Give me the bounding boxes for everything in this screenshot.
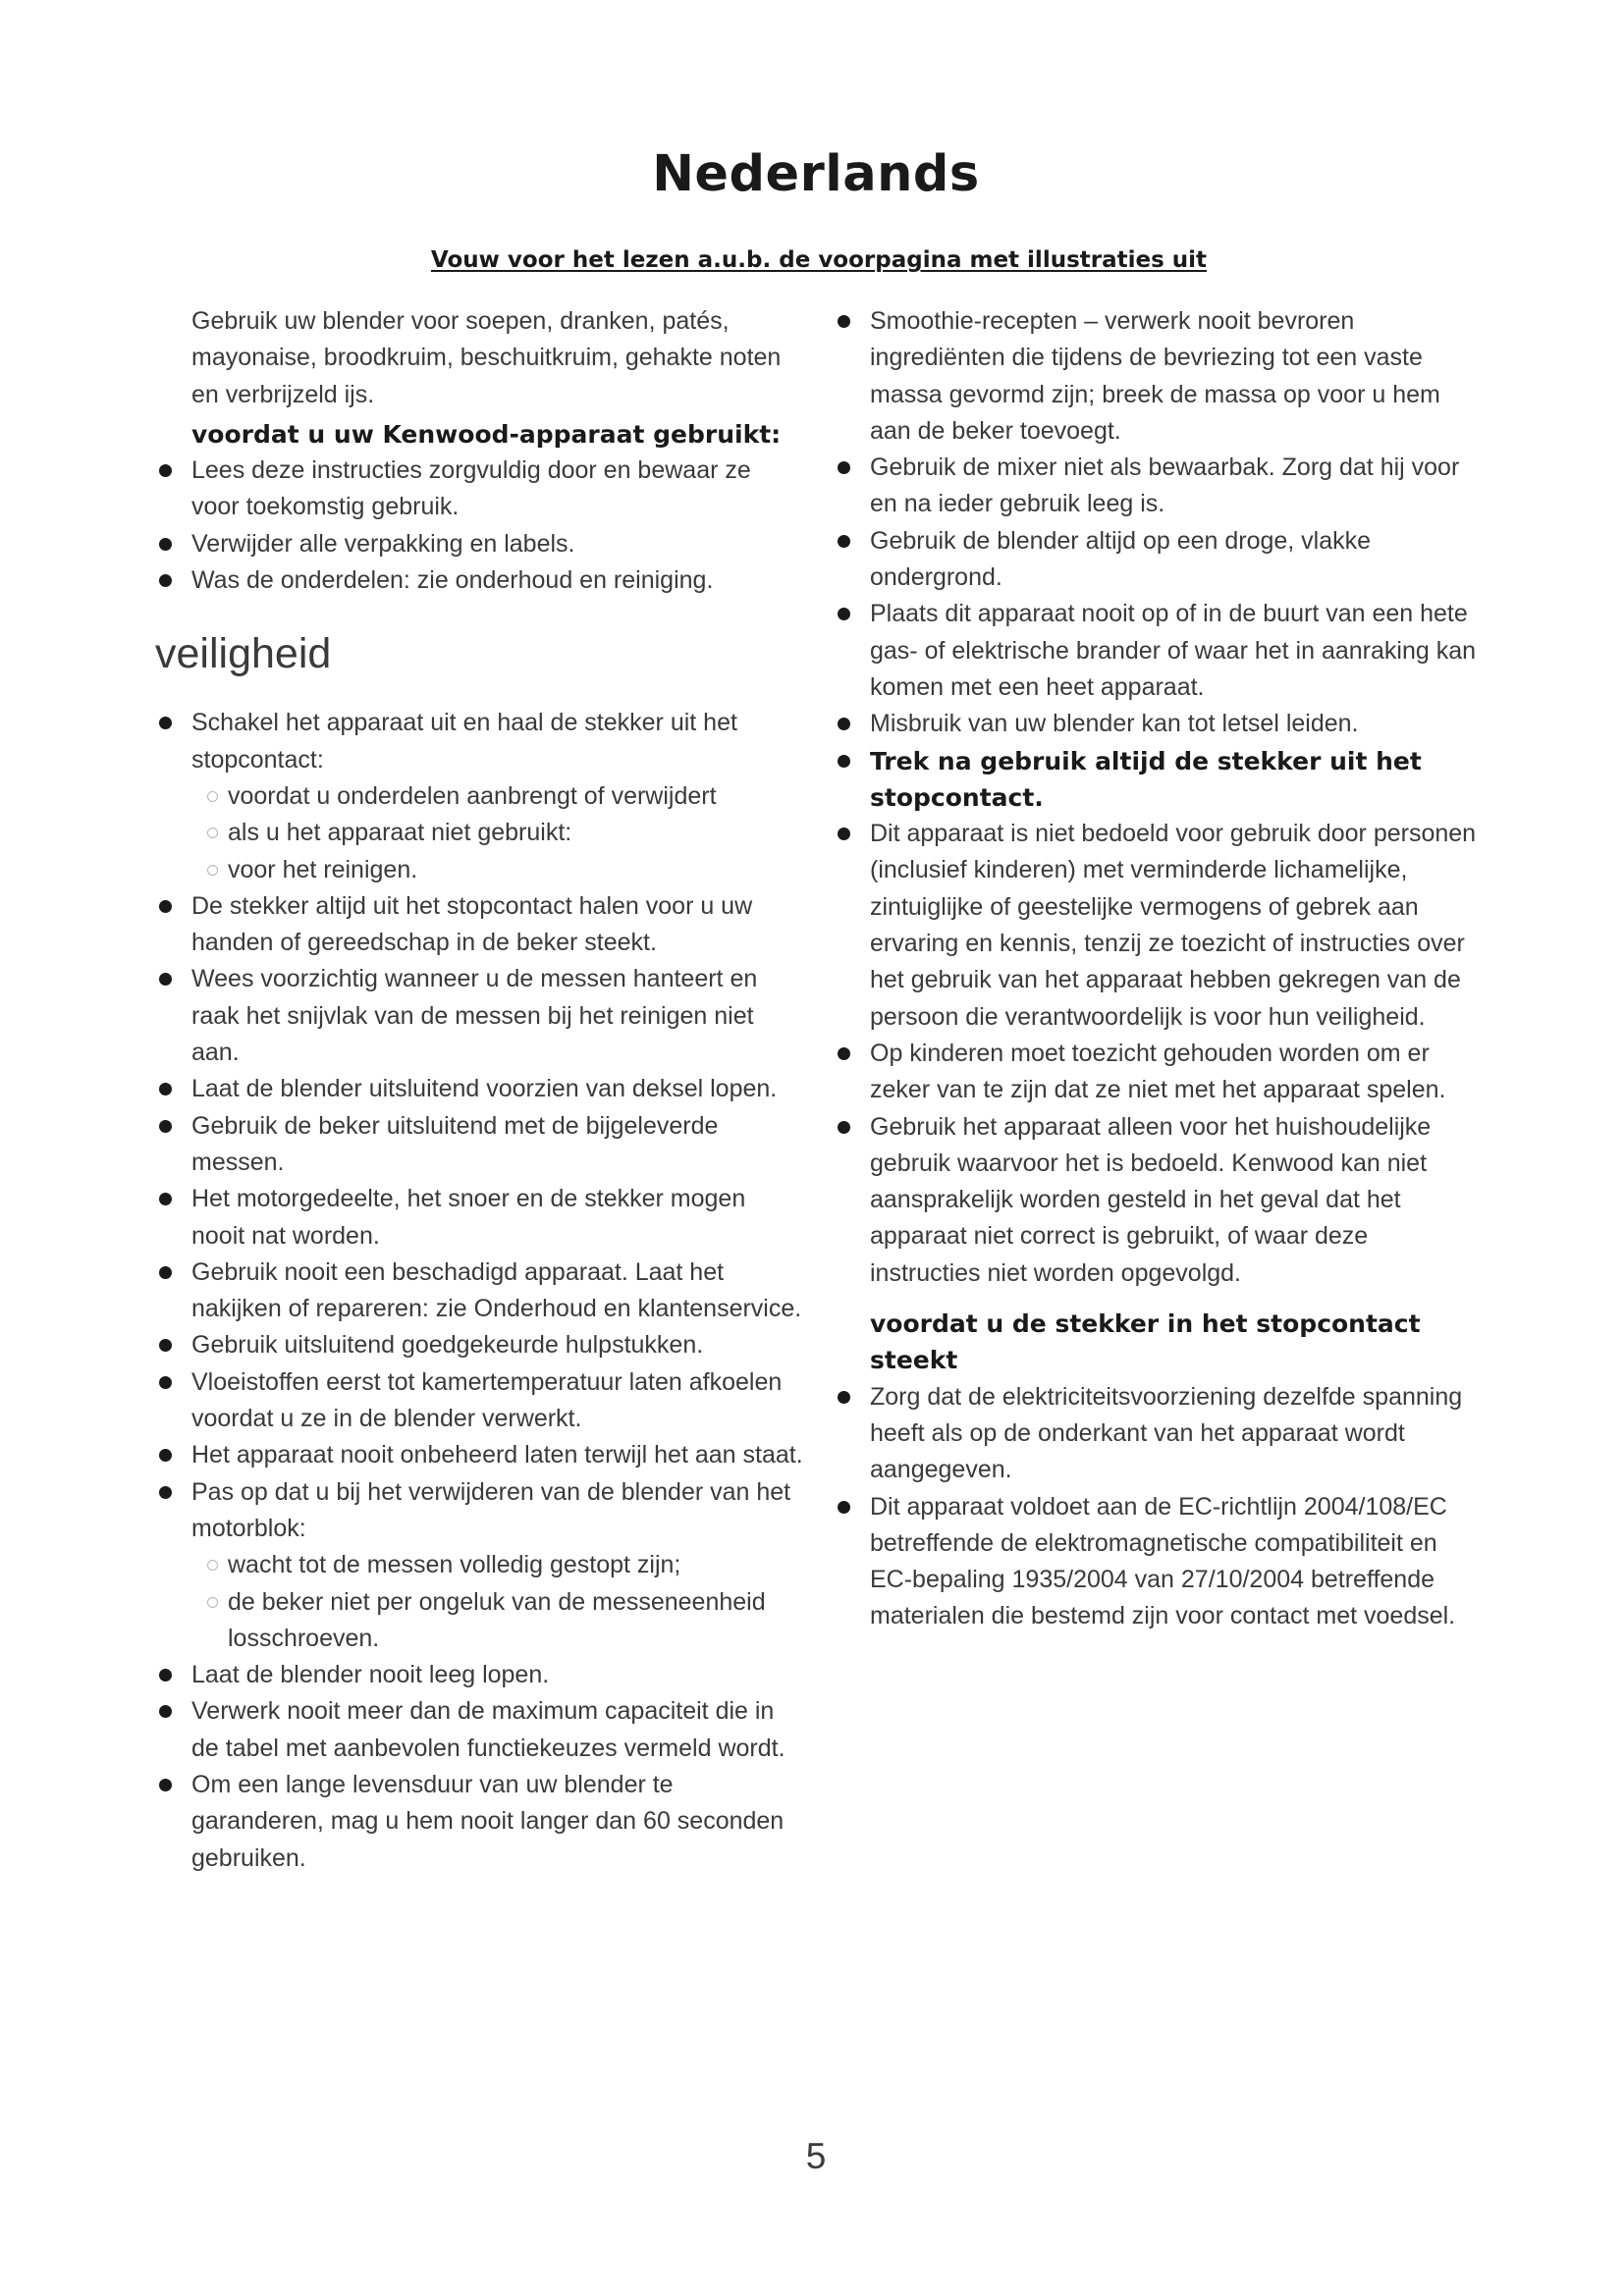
list-item-text: Pas op dat u bij het verwijderen van de blender van het motorblok: <box>191 1477 791 1542</box>
list-item: Dit apparaat voldoet aan de EC-richtlijn 2004/108/EC betreffende de elektromagnetische compatibiliteit en EC-bepaling 1935/2004 van 27/10/2004 betreffende materialen die bestemd zijn voor contact met voedsel. <box>834 1489 1484 1635</box>
list-item <box>155 705 805 887</box>
sub-list-item: als u het apparaat niet gebruikt: <box>191 815 805 851</box>
list-item: Vloeistoffen eerst tot kamertemperatuur laten afkoelen voordat u ze in de blender verwerkt. <box>155 1364 805 1438</box>
list-item: Gebruik de mixer niet als bewaarbak. Zorg dat hij voor en na ieder gebruik leeg is. <box>834 450 1484 523</box>
list-item: Om een lange levensduur van uw blender te garanderen, mag u hem nooit langer dan 60 seconden gebruiken. <box>155 1767 805 1877</box>
list-item: Laat de blender nooit leeg lopen. <box>155 1657 805 1693</box>
left-column <box>155 303 805 1877</box>
before-use-heading: voordat u uw Kenwood-apparaat gebruikt: <box>191 419 782 449</box>
list-item: Verwijder alle verpakking en labels. <box>155 526 805 562</box>
list-item: Gebruik de beker uitsluitend met de bijgeleverde messen. <box>155 1108 805 1182</box>
safety-list-continued <box>834 303 1484 1292</box>
fold-out-note: Vouw voor het lezen a.u.b. de voorpagina met illustraties uit <box>430 247 1208 273</box>
safety-heading: veiligheid <box>155 630 332 678</box>
list-item: Zorg dat de elektriciteitsvoorziening dezelfde spanning heeft als op de onderkant van het apparaat wordt aangegeven. <box>834 1379 1484 1489</box>
before-use-list <box>155 453 805 599</box>
sub-list-item: voordat u onderdelen aanbrengt of verwijdert <box>191 778 805 815</box>
sub-list <box>191 1547 805 1657</box>
list-item: Gebruik nooit een beschadigd apparaat. Laat het nakijken of repareren: zie Onderhoud en klantenservice. <box>155 1255 805 1328</box>
list-item: Misbruik van uw blender kan tot letsel leiden. <box>834 706 1484 742</box>
list-item: Laat de blender uitsluitend voorzien van deksel lopen. <box>155 1071 805 1107</box>
list-item: Wees voorzichtig wanneer u de messen hanteert en raak het snijvlak van de messen bij het reinigen niet aan. <box>155 961 805 1071</box>
intro-paragraph: Gebruik uw blender voor soepen, dranken, patés, mayonaise, broodkruim, beschuitkruim, gehakte noten en verbrijzeld ijs. <box>191 307 782 408</box>
list-item: Plaats dit apparaat nooit op of in de buurt van een hete gas- of elektrische brander of waar het in aanraking kan komen met een heet apparaat. <box>834 596 1484 706</box>
list-item: Gebruik de blender altijd op een droge, vlakke ondergrond. <box>834 523 1484 597</box>
before-plug-list <box>834 1379 1484 1635</box>
list-item: Gebruik uitsluitend goedgekeurde hulpstukken. <box>155 1327 805 1363</box>
sub-list-item: de beker niet per ongeluk van de messeneenheid losschroeven. <box>191 1584 805 1658</box>
page-title: Nederlands <box>652 145 980 203</box>
sub-list-item: voor het reinigen. <box>191 852 805 888</box>
list-item: Het apparaat nooit onbeheerd laten terwijl het aan staat. <box>155 1437 805 1473</box>
right-column <box>834 303 1484 1635</box>
list-item-emphasis: Trek na gebruik altijd de stekker uit het stopcontact. <box>834 743 1484 817</box>
list-item: Lees deze instructies zorgvuldig door en bewaar ze voor toekomstig gebruik. <box>155 453 805 526</box>
sub-list-item: wacht tot de messen volledig gestopt zijn; <box>191 1547 805 1583</box>
before-plug-heading: voordat u de stekker in het stopcontact steekt <box>870 1309 1421 1375</box>
list-item-text: Schakel het apparaat uit en haal de stekker uit het stopcontact: <box>191 709 737 774</box>
list-item: Het motorgedeelte, het snoer en de stekker mogen nooit nat worden. <box>155 1181 805 1255</box>
page-number: 5 <box>805 2136 827 2176</box>
list-item: Smoothie-recepten – verwerk nooit bevroren ingrediënten die tijdens de bevriezing tot een vaste massa gevormd zijn; breek de massa op voor u hem aan de beker toevoegt. <box>834 303 1484 450</box>
sub-list <box>191 778 805 888</box>
safety-list <box>155 705 805 1877</box>
list-item: De stekker altijd uit het stopcontact halen voor u uw handen of gereedschap in de beker steekt. <box>155 888 805 962</box>
list-item <box>155 1474 805 1657</box>
list-item: Dit apparaat is niet bedoeld voor gebruik door personen (inclusief kinderen) met verminderde lichamelijke, zintuiglijke of geestelijke vermogens of gebrek aan ervaring en kennis, tenzij ze toezicht of instructies over het gebruik van het apparaat hebben gekregen van de persoon die verantwoordelijk is voor hun veiligheid. <box>834 816 1484 1036</box>
list-item: Op kinderen moet toezicht gehouden worden om er zeker van te zijn dat ze niet met het apparaat spelen. <box>834 1036 1484 1109</box>
list-item: Gebruik het apparaat alleen voor het huishoudelijke gebruik waarvoor het is bedoeld. Kenwood kan niet aansprakelijk worden gesteld in het geval dat het apparaat niet correct is gebruikt, of waar deze instructies niet worden opgevolgd. <box>834 1109 1484 1292</box>
list-item: Verwerk nooit meer dan de maximum capaciteit die in de tabel met aanbevolen functiekeuzes vermeld wordt. <box>155 1693 805 1767</box>
list-item: Was de onderdelen: zie onderhoud en reiniging. <box>155 562 805 599</box>
